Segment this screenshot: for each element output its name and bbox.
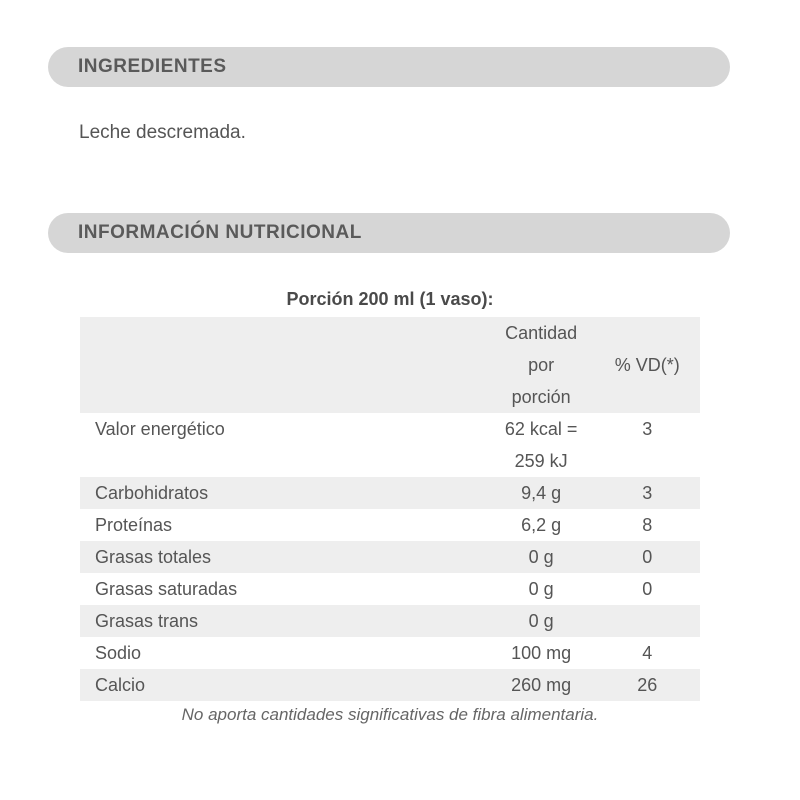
- table-row: [80, 477, 700, 509]
- ingredients-text: Leche descremada.: [79, 122, 246, 143]
- ingredients-header: [48, 47, 730, 87]
- row-name: Grasas saturadas: [95, 579, 238, 599]
- ingredients-header-label: INGREDIENTES: [78, 56, 227, 77]
- row-name: Calcio: [95, 675, 146, 695]
- row-vd: 0: [642, 579, 653, 599]
- row-qty: 100 mg: [511, 643, 572, 663]
- row-vd: 3: [642, 419, 653, 439]
- table-row: [80, 573, 700, 605]
- header-name-cell: [80, 317, 488, 413]
- row-name: Proteínas: [95, 515, 173, 535]
- header-qty-line1: Cantidad: [505, 323, 578, 343]
- row-qty: 0 g: [528, 611, 554, 631]
- row-vd: 8: [642, 515, 653, 535]
- row-name: Sodio: [95, 643, 142, 663]
- header-qty-cell: [488, 317, 595, 413]
- footnote: No aporta cantidades significativas de fibra alimentaria.: [181, 705, 599, 724]
- row-qty-line1: 62 kcal =: [504, 419, 578, 439]
- row-qty: 6,2 g: [521, 515, 562, 535]
- row-vd: 0: [642, 547, 653, 567]
- table-row: [80, 509, 700, 541]
- table-row: [80, 637, 700, 669]
- row-vd: 4: [642, 643, 653, 663]
- row-vd: [594, 605, 700, 637]
- row-name: Grasas trans: [95, 611, 199, 631]
- nutrition-header-label: INFORMACIÓN NUTRICIONAL: [78, 222, 362, 243]
- row-qty-line2: 259 kJ: [514, 451, 568, 471]
- row-qty: 260 mg: [511, 675, 572, 695]
- row-name: Grasas totales: [95, 547, 212, 567]
- row-qty: 0 g: [528, 579, 554, 599]
- table-row: [80, 541, 700, 573]
- nutrition-header: [48, 213, 730, 253]
- table-header-row: [80, 317, 700, 413]
- row-qty: 0 g: [528, 547, 554, 567]
- nutrition-table: [80, 317, 700, 701]
- table-row: [80, 605, 700, 637]
- table-row: [80, 413, 700, 477]
- row-vd: 3: [642, 483, 653, 503]
- portion-title: Porción 200 ml (1 vaso):: [286, 289, 494, 309]
- row-name: Carbohidratos: [95, 483, 209, 503]
- row-name: Valor energético: [95, 419, 225, 439]
- header-vd-cell: % VD(*): [614, 355, 680, 375]
- row-vd: 26: [637, 675, 658, 695]
- row-qty: [488, 413, 595, 477]
- table-row: [80, 669, 700, 701]
- header-qty-line2: por: [528, 355, 555, 375]
- row-qty: 9,4 g: [521, 483, 562, 503]
- header-qty-line3: porción: [511, 387, 571, 407]
